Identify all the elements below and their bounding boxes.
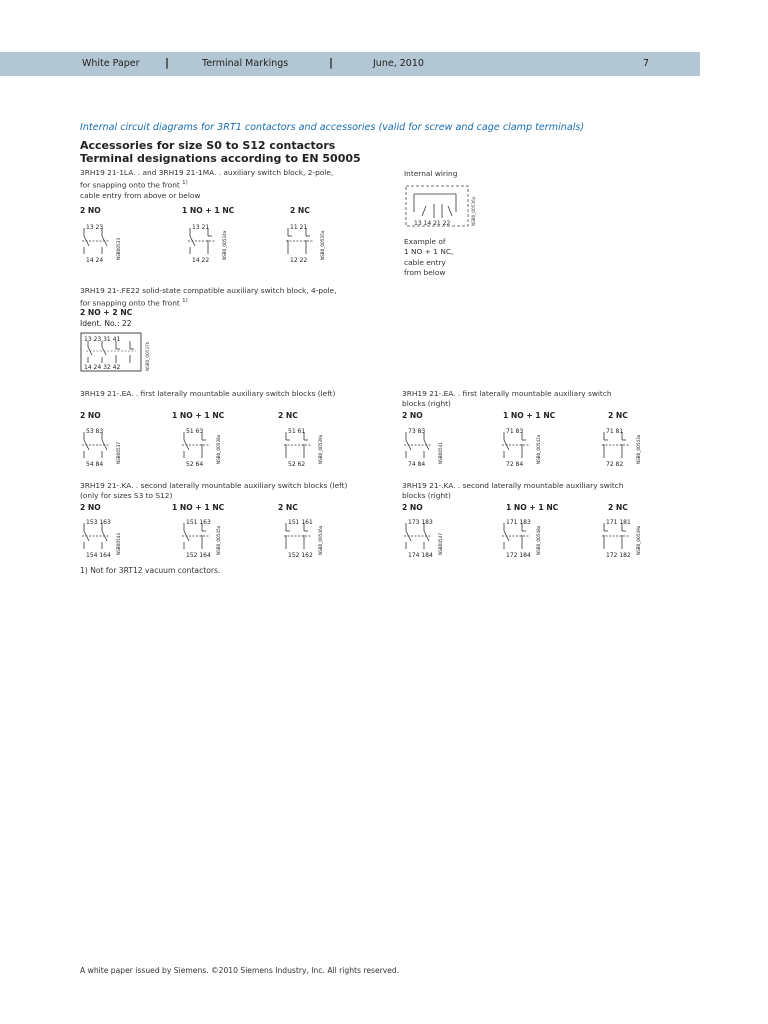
header-page-number: 7 [643,58,650,69]
variant-label: 2 NC [278,503,298,512]
terminal-bottom: 14 24 32 42 [84,364,121,371]
terminal-bottom: 154 164 [86,552,111,559]
terminal-bottom: 52 62 [288,461,306,468]
header-band [0,52,700,76]
drawing-code: NSB0_00549a [636,525,641,555]
drawing-code: NSB0_00536a [471,196,476,226]
block-description: 3RH19 21-.EA. . first laterally mountable auxiliary switch blocks (right) [402,389,612,409]
header-doc-type: White Paper [82,58,140,69]
header-topic: Terminal Markings [202,58,289,69]
terminal-top: 73 83 [408,428,426,435]
terminal-top: 53 83 [86,428,104,435]
terminal-top: 153 163 [86,519,111,526]
variant-label: 1 NO + 1 NC [503,411,556,420]
contact-symbol [600,424,652,468]
drawing-code: NSB0_00545a [216,525,221,555]
section-subtitle: Accessories for size S0 to S12 contactors [80,139,336,152]
drawing-code: NSB0_00542a [536,434,541,464]
block-description: 3RH19 21-.FE22 solid-state compatible auxiliary switch block, 4-pole, for snapping onto the front $^{1)}$ [80,286,337,308]
contact-symbol [282,515,334,559]
variant-label: 1 NO + 1 NC [506,503,559,512]
variant-label: 2 NO [80,503,101,512]
contact-symbol [402,515,454,559]
contact-symbol [402,424,454,468]
terminal-bottom: 152 164 [186,552,211,559]
terminal-bottom: 54 84 [86,461,104,468]
ident-number: Ident. No.: 22 [80,319,132,328]
footnote: 1) Not for 3RT12 vacuum contactors. [80,566,221,575]
block-description: 3RH19 21-.EA. . first laterally mountable auxiliary switch blocks (left) [80,389,336,398]
terminal-top: 151 163 [186,519,211,526]
header-separator: | [329,56,334,69]
variant-label: 2 NO [80,206,101,215]
terminal-top: 171 181 [606,519,631,526]
terminal-bottom: 14 22 [192,257,210,264]
drawing-code: NSB0_00548a [536,525,541,555]
terminal-top: 173 183 [408,519,433,526]
terminal-bottom: 72 84 [506,461,524,468]
terminal-bottom: 172 184 [506,552,531,559]
internal-wiring-diagram [404,182,494,234]
variant-label: 1 NO + 1 NC [172,411,225,420]
contact-symbol [80,220,132,264]
terminal-bottom: 12 22 [290,257,308,264]
terminal-bottom: 52 64 [186,461,204,468]
block-description: 3RH19 21-.KA. . second laterally mountable auxiliary switch blocks (left) (only for sizes S3 to S12) [80,481,348,501]
section-subtitle: Terminal designations according to EN 50005 [80,152,361,165]
terminal-top: 13 23 31 41 [84,336,121,343]
internal-wiring-title: Internal wiring [404,169,458,178]
variant-label: 2 NC [278,411,298,420]
contact-symbol [500,515,552,559]
contact-symbol [80,515,132,559]
variant-label: 1 NO + 1 NC [172,503,225,512]
contact-symbol-4pole [80,331,160,373]
internal-wiring-terminals: 13 14 21 22 [414,220,451,227]
terminal-bottom: 174 184 [408,552,433,559]
terminal-bottom: 172 182 [606,552,631,559]
header-separator: | [165,56,170,69]
contact-symbol [282,424,334,468]
drawing-code: NSB0_00538a [216,434,221,464]
drawing-code: NSB0_00543a [636,434,641,464]
page-footer: A white paper issued by Siemens. ©2010 Siemens Industry, Inc. All rights reserved. [80,966,400,975]
terminal-top: 13 21 [192,224,210,231]
terminal-top: 151 161 [288,519,313,526]
variant-label: 2 NO + 2 NC [80,308,133,317]
drawing-code: NSB0_00535a [320,230,325,260]
contact-symbol [80,424,132,468]
drawing-code: NSB00533 [116,238,121,260]
contact-symbol [186,220,238,264]
block-description: 3RH19 21-1LA. . and 3RH19 21-1MA. . auxiliary switch block, 2-pole, for snapping onto the front $^{1)}$ cable entry from above or below [80,168,334,201]
contact-symbol [284,220,336,264]
variant-label: 2 NC [290,206,310,215]
drawing-code: NSB00544 [116,533,121,555]
terminal-top: 171 183 [506,519,531,526]
drawing-code: NSB00547 [438,533,443,555]
block-description: 3RH19 21-.KA. . second laterally mountable auxiliary switch blocks (right) [402,481,624,501]
terminal-bottom: 72 82 [606,461,624,468]
drawing-code: NSB0_00537b [145,341,150,371]
drawing-code: NSB0_00539a [318,434,323,464]
variant-label: 2 NC [608,503,628,512]
variant-label: 1 NO + 1 NC [182,206,235,215]
terminal-bottom: 152 162 [288,552,313,559]
drawing-code: NSB0_00546a [318,525,323,555]
drawing-code: NSB00541 [438,442,443,464]
terminal-top: 71 83 [506,428,524,435]
drawing-code: NSB00537 [116,442,121,464]
section-title: Internal circuit diagrams for 3RT1 contactors and accessories (valid for screw and cage clamp terminals) [80,122,585,133]
header-date: June, 2010 [373,58,424,69]
contact-symbol [500,424,552,468]
contact-symbol [180,515,232,559]
terminal-top: 51 63 [186,428,204,435]
drawing-code: NSB0_00534a [222,230,227,260]
contact-symbol [180,424,232,468]
terminal-top: 51 61 [288,428,306,435]
variant-label: 2 NC [608,411,628,420]
variant-label: 2 NO [402,503,423,512]
terminal-top: 11 21 [290,224,308,231]
terminal-top: 13 23 [86,224,104,231]
internal-wiring-caption: Example of 1 NO + 1 NC, cable entry from below [404,237,454,277]
terminal-bottom: 74 84 [408,461,426,468]
variant-label: 2 NO [80,411,101,420]
variant-label: 2 NO [402,411,423,420]
contact-symbol [600,515,652,559]
terminal-bottom: 14 24 [86,257,104,264]
terminal-top: 71 81 [606,428,624,435]
